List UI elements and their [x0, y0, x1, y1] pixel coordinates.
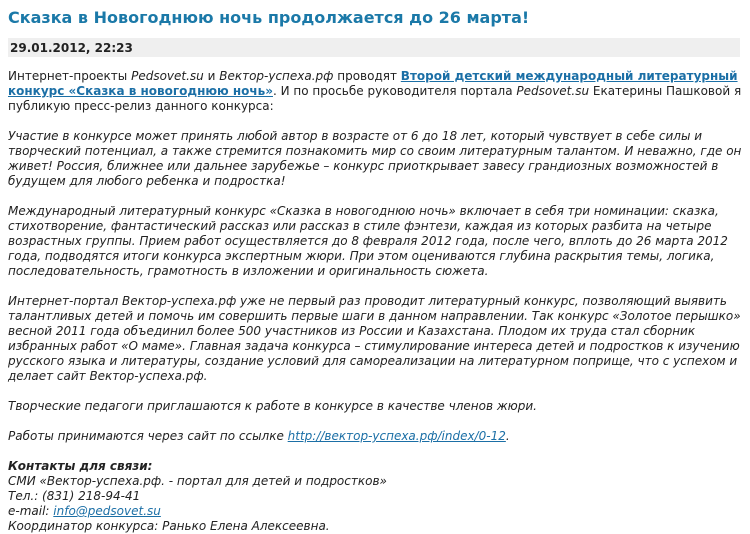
- submission-link[interactable]: http://вектор-успеха.рф/index/0-12: [287, 429, 506, 443]
- email-label: e-mail:: [8, 504, 54, 518]
- contacts-block: [8, 459, 743, 534]
- publish-date: 29.01.2012, 22:23: [8, 38, 740, 57]
- submission-paragraph: [8, 429, 743, 444]
- contacts-email-line: [8, 504, 743, 519]
- intro-text-1: Интернет-проекты: [8, 69, 132, 83]
- press-release-paragraph-1: Участие в конкурсе может принять любой автор в возрасте от 6 до 18 лет, который чувствует в себе силы и творческий потенциал, а также стремится познакомить мир со своим литературным талантом. И неважно, где он живет! Россия, ближнее или дальнее зарубежье – конкурс приоткрывает завесу грандиозных возможностей в будущем для любого ребенка и подростка!: [8, 129, 742, 188]
- site-name-vektor: Вектор-успеха.рф: [219, 69, 334, 83]
- press-release-paragraph-4: Творческие педагоги приглашаются к работе в конкурсе в качестве членов жюри.: [8, 399, 537, 413]
- intro-text-5: Екатерины Пашковой я публикую пресс-релиз данного конкурса:: [8, 84, 742, 113]
- page-title: Сказка в Новогоднюю ночь продолжается до 26 марта!: [8, 8, 530, 27]
- submission-end: .: [505, 429, 510, 443]
- intro-text-2: и: [203, 69, 220, 83]
- intro-text-4: . И по просьбе руководителя портала: [272, 84, 517, 98]
- email-link[interactable]: info@pedsovet.su: [53, 504, 161, 518]
- contacts-coordinator: Координатор конкурса: Ранько Елена Алексеевна.: [8, 519, 330, 533]
- article-body: [8, 69, 743, 534]
- submission-text: Работы принимаются через сайт по ссылке: [8, 429, 288, 443]
- site-name-pedsovet: Pedsovet.su: [131, 69, 204, 83]
- press-release-paragraph-2: Международный литературный конкурс «Сказка в новогоднюю ночь» включает в себя три номинации: сказка, стихотворение, фантастический рассказ или рассказ в стиле фэнтези, каждая из которых разбита на четыре возрастных группы. Прием работ осуществляется до 8 февраля 2012 года, после чего, вплоть до 26 марта 2012 года, подводятся итоги конкурса экспертным жюри. При этом оцениваются глубина раскрытия темы, логика, последовательность, грамотность в изложении и оригинальность сюжета.: [8, 204, 728, 278]
- contacts-media: СМИ «Вектор-успеха.рф. - портал для детей и подростков»: [8, 474, 387, 488]
- contacts-heading: Контакты для связи:: [8, 459, 153, 473]
- contest-link[interactable]: Второй детский международный литературный конкурс «Сказка в новогоднюю ночь»: [8, 69, 738, 98]
- site-name-pedsovet-2: Pedsovet.su: [516, 84, 590, 98]
- contacts-phone: Тел.: (831) 218-94-41: [8, 489, 141, 503]
- press-release-paragraph-3: Интернет-портал Вектор-успеха.рф уже не первый раз проводит литературный конкурс, позволяющий выявить талантливых детей и помочь им совершить первые шаги в данном направлении. Так конкурс «Золотое перышко» весной 2011 года объединил более 500 участников из России и Казахстана. Плодом их труда стал сборник избранных работ «О маме». Главная задача конкурса – стимулирование интереса детей и подростков к изучению русского языка и литературы, создание условий для самореализации на литературном поприще, что с успехом и делает сайт Вектор-успеха.рф.: [8, 294, 741, 383]
- intro-paragraph: [8, 69, 743, 114]
- intro-text-3: проводят: [333, 69, 401, 83]
